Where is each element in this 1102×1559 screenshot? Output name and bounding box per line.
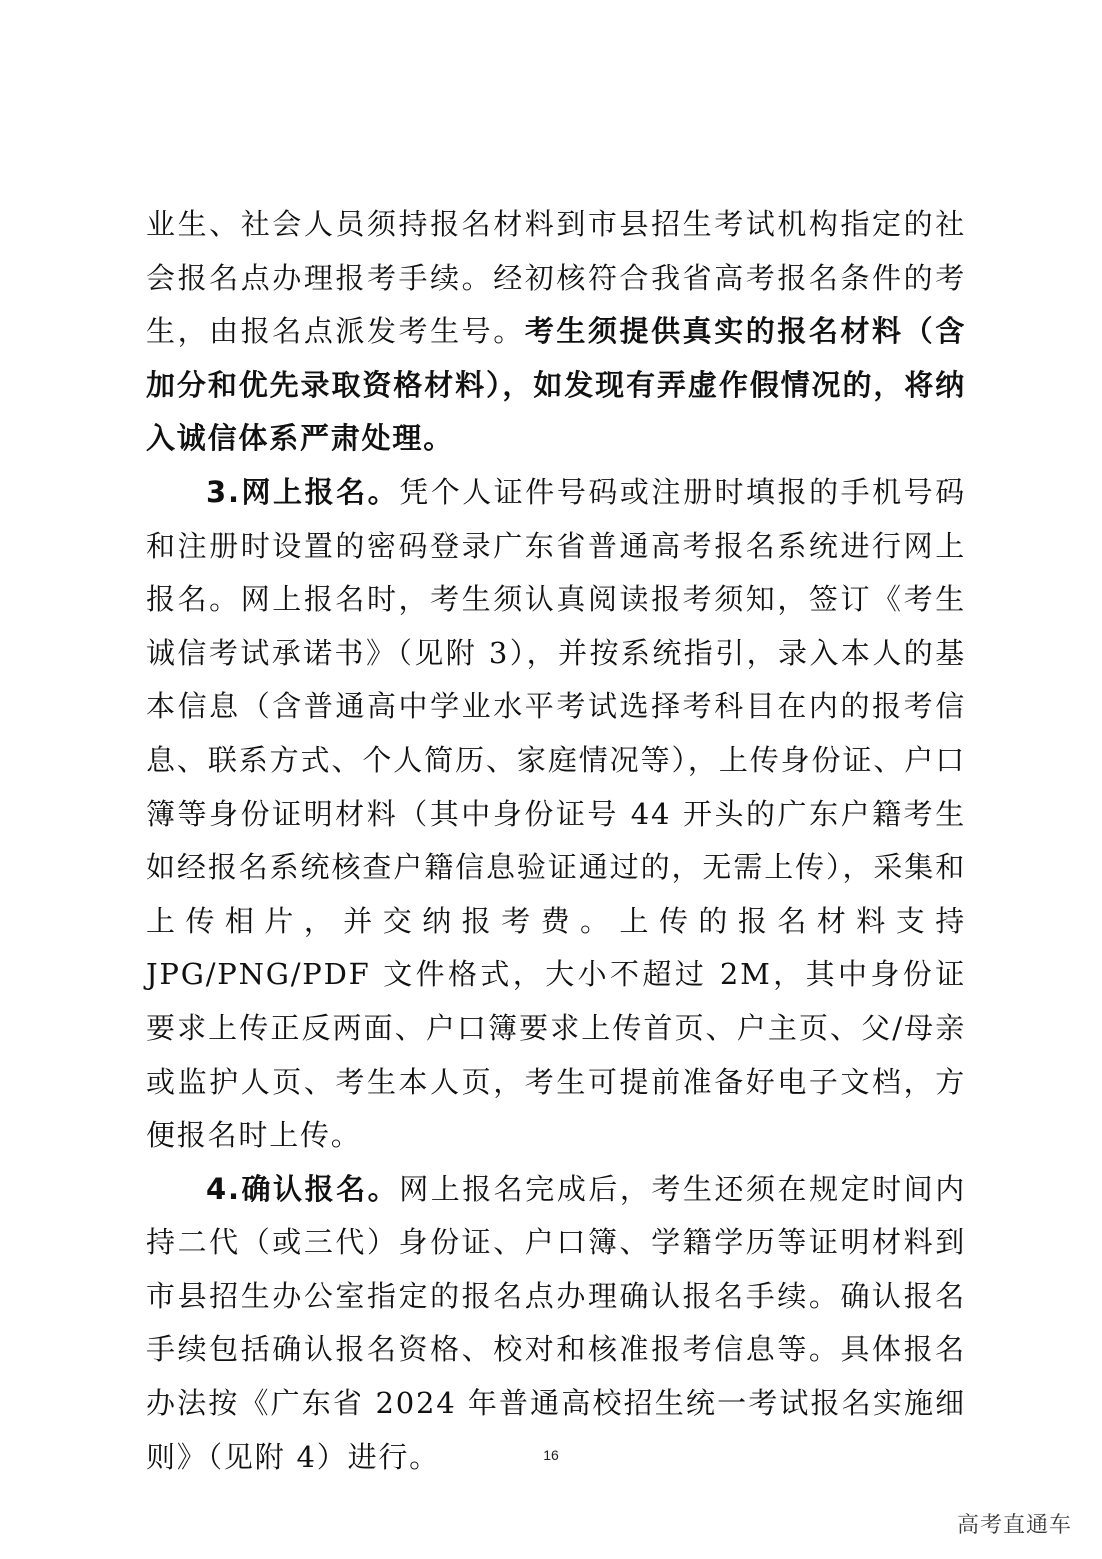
- paragraph-3-text: 网上报名完成后，考生还须在规定时间内持二代（或三代）身份证、户口簿、学籍学历等证明材料到市县招生办公室指定的报名点办理确认报名手续。确认报名手续包括确认报名资格、校对和核准报考信息等。具体报名办法按《广东省 2024 年普通高校招生统一考试报名实施细则》（见附 4）进行。: [146, 1171, 967, 1474]
- paragraph-confirm-registration: [146, 1163, 966, 1485]
- document-body: [146, 198, 966, 1484]
- section-heading-online-registration: 3.网上报名。: [206, 474, 400, 509]
- paragraph-online-registration: [146, 466, 966, 1163]
- paragraph-1-text: 业生、社会人员须持报名材料到市县招生考试机构指定的社会报名点办理报考手续。经初核符合我省高考报名条件的考生，由报名点派发考生号。: [146, 207, 966, 349]
- page-number: 16: [543, 1447, 559, 1463]
- section-heading-confirm-registration: 4.确认报名。: [206, 1171, 400, 1206]
- paragraph-registration-points: [146, 198, 966, 466]
- watermark-logo-text: 高考直通车: [956, 1513, 1072, 1538]
- paragraph-1-bold-notice: 考生须提供真实的报名材料（含加分和优先录取资格材料），如发现有弄虚作假情况的，将纳入诚信体系严肃处理。: [146, 314, 966, 456]
- paragraph-2-text: 凭个人证件号码或注册时填报的手机号码和注册时设置的密码登录广东省普通高考报名系统进行网上报名。网上报名时，考生须认真阅读报考须知，签订《考生诚信考试承诺书》（见附 3），并按系统指引，录入本人的基本信息（含普通高中学业水平考试选择考科目在内的报考信息、联系方式、个人简历、家庭情况等），上传身份证、户口簿等身份证明材料（其中身份证号 44 开头的广东户籍考生如经报名系统核查户籍信息验证通过的，无需上传），采集和上传相片，并交纳报考费。上传的报名材料支持 JPG/PNG/PDF 文件格式，大小不超过 2M，其中身份证要求上传正反两面、户口簿要求上传首页、户主页、父/母亲或监护人页、考生本人页，考生可提前准备好电子文档，方便报名时上传。: [146, 474, 967, 1153]
